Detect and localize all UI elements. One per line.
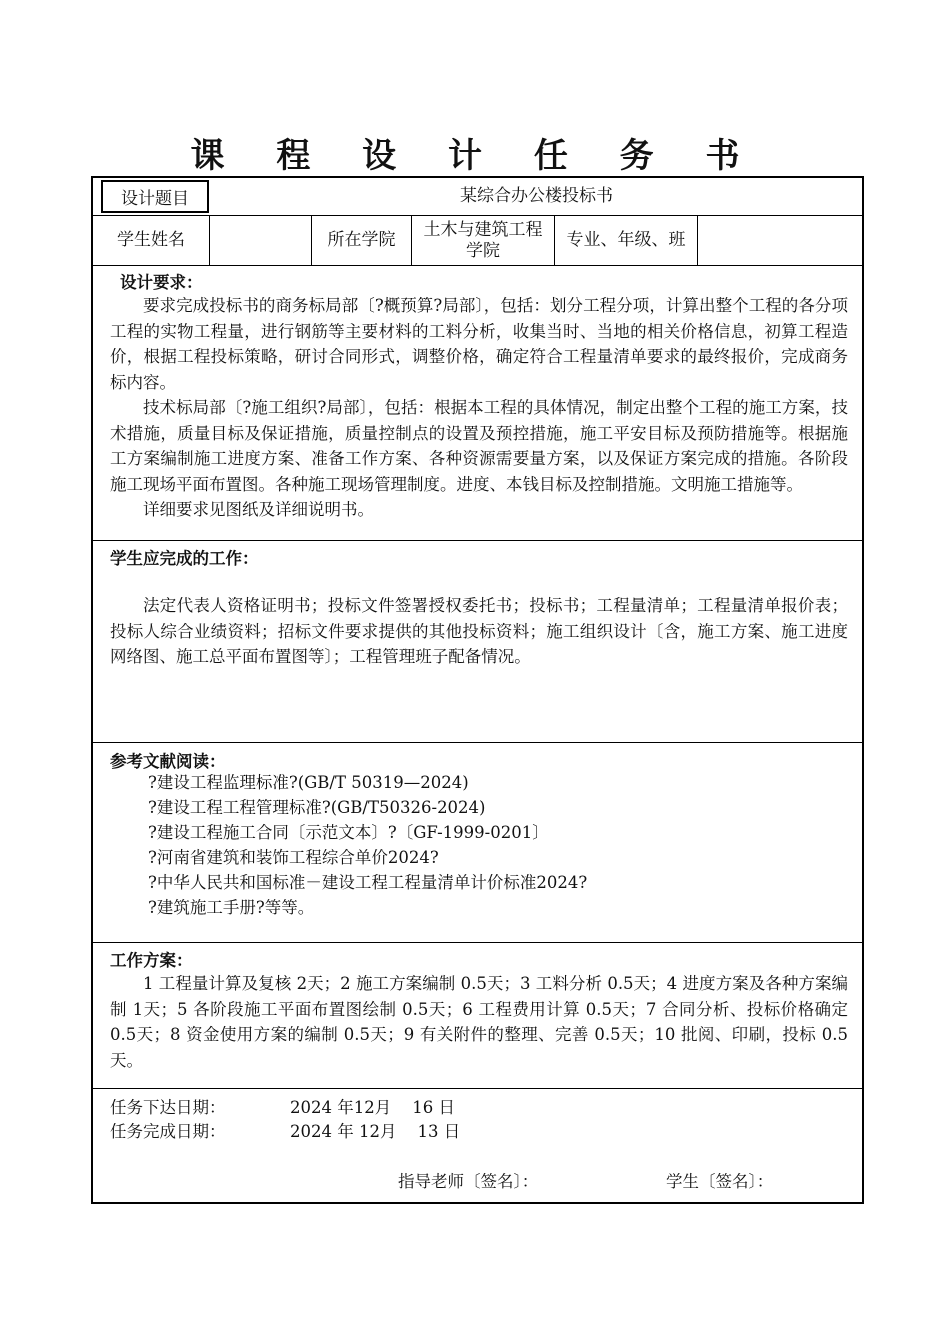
divider bbox=[93, 942, 862, 943]
issue-date-row bbox=[110, 1094, 455, 1118]
requirements-body bbox=[110, 293, 848, 523]
college-label: 所在学院 bbox=[327, 230, 396, 250]
reference-item: ?建设工程工程管理标准?(GB/T50326-2024) bbox=[148, 798, 486, 817]
reference-item: ?建筑施工手册?等等。 bbox=[148, 898, 315, 917]
divider bbox=[93, 540, 862, 541]
complete-date-value: 2024 年 12月 13 日 bbox=[290, 1122, 461, 1141]
topic-label: 设计题目 bbox=[101, 180, 209, 213]
plan-paragraph: 1 工程量计算及复核 2天；2 施工方案编制 0.5天；3 工料分析 0.5天；4 进度方案及各种方案编制 1天；5 各阶段施工平面布置图绘制 0.5天；6 工程费用计算 0.5天；7 合同分析、投标价格确定 0.5天；8 资金使用方案的编制 0.5天；9 有关附件的整理、完善 0.5天；10 批阅、印刷，投标 0.5天。 bbox=[110, 974, 848, 1070]
references-heading: 参考文献阅读： bbox=[110, 752, 226, 771]
work-paragraph: 法定代表人资格证明书；投标文件签署授权委托书；投标书；工程量清单；工程量清单报价表；投标人综合业绩资料；招标文件要求提供的其他投标资料；施工组织设计〔含，施工方案、施工进度网络图、施工总平面布置图等〕；工程管理班子配备情况。 bbox=[110, 596, 848, 666]
reference-item: ?建设工程施工合同〔示范文本〕?〔GF-1999-0201〕 bbox=[148, 823, 549, 842]
reference-item: ?建设工程监理标准?(GB/T 50319—2024) bbox=[148, 773, 469, 792]
student-name-value bbox=[210, 216, 311, 265]
complete-date-row bbox=[110, 1118, 460, 1142]
requirements-paragraph: 详细要求见图纸及详细说明书。 bbox=[143, 500, 374, 519]
page-title: 课 程 设 计 任 务 书 bbox=[190, 136, 760, 176]
college-value: 土木与建筑工程学院 bbox=[423, 219, 543, 261]
issue-date-label: 任务下达日期： bbox=[110, 1098, 226, 1117]
divider bbox=[411, 215, 412, 265]
requirements-paragraph: 要求完成投标书的商务标局部〔?概预算?局部〕，包括：划分工程分项，计算出整个工程的各分项工程的实物工程量，进行钢筋等主要材料的工料分析，收集当时、当地的相关价格信息，初算工程造价，根据工程投标策略，研讨合同形式，调整价格，确定符合工程量清单要求的最终报价，完成商务标内容。 bbox=[110, 296, 848, 392]
teacher-signature-label: 指导老师〔签名〕： bbox=[398, 1172, 539, 1191]
task-form bbox=[91, 176, 864, 1204]
divider bbox=[93, 1088, 862, 1089]
work-body bbox=[110, 593, 848, 670]
requirements-paragraph: 技术标局部〔?施工组织?局部〕，包括：根据本工程的具体情况，制定出整个工程的施工方案，技术措施，质量目标及保证措施，质量控制点的设置及预控措施，施工平安目标及预防措施等。根据施工方案编制施工进度方案、准备工作方案、各种资源需要量方案，以及保证方案完成的措施。各阶段施工现场平面布置图。各种施工现场管理制度。进度、本钱目标及控制措施。文明施工措施等。 bbox=[110, 398, 848, 494]
student-signature-label: 学生〔签名〕： bbox=[666, 1172, 774, 1191]
student-name-label: 学生姓名 bbox=[117, 230, 185, 250]
divider bbox=[93, 265, 862, 266]
plan-body bbox=[110, 971, 848, 1073]
plan-heading: 工作方案： bbox=[110, 951, 193, 970]
complete-date-label: 任务完成日期： bbox=[110, 1122, 226, 1141]
major-value bbox=[698, 216, 864, 265]
work-heading: 学生应完成的工作： bbox=[110, 549, 259, 568]
divider bbox=[554, 215, 555, 265]
requirements-heading: 设计要求： bbox=[120, 273, 203, 292]
issue-date-value: 2024 年12月 16 日 bbox=[290, 1098, 455, 1117]
reference-item: ?中华人民共和国标准－建设工程工程量清单计价标准2024? bbox=[148, 873, 588, 892]
divider bbox=[93, 742, 862, 743]
reference-item: ?河南省建筑和装饰工程综合单价2024? bbox=[148, 848, 439, 867]
major-label: 专业、年级、班 bbox=[566, 230, 686, 250]
topic-value: 某综合办公楼投标书 bbox=[460, 186, 613, 206]
